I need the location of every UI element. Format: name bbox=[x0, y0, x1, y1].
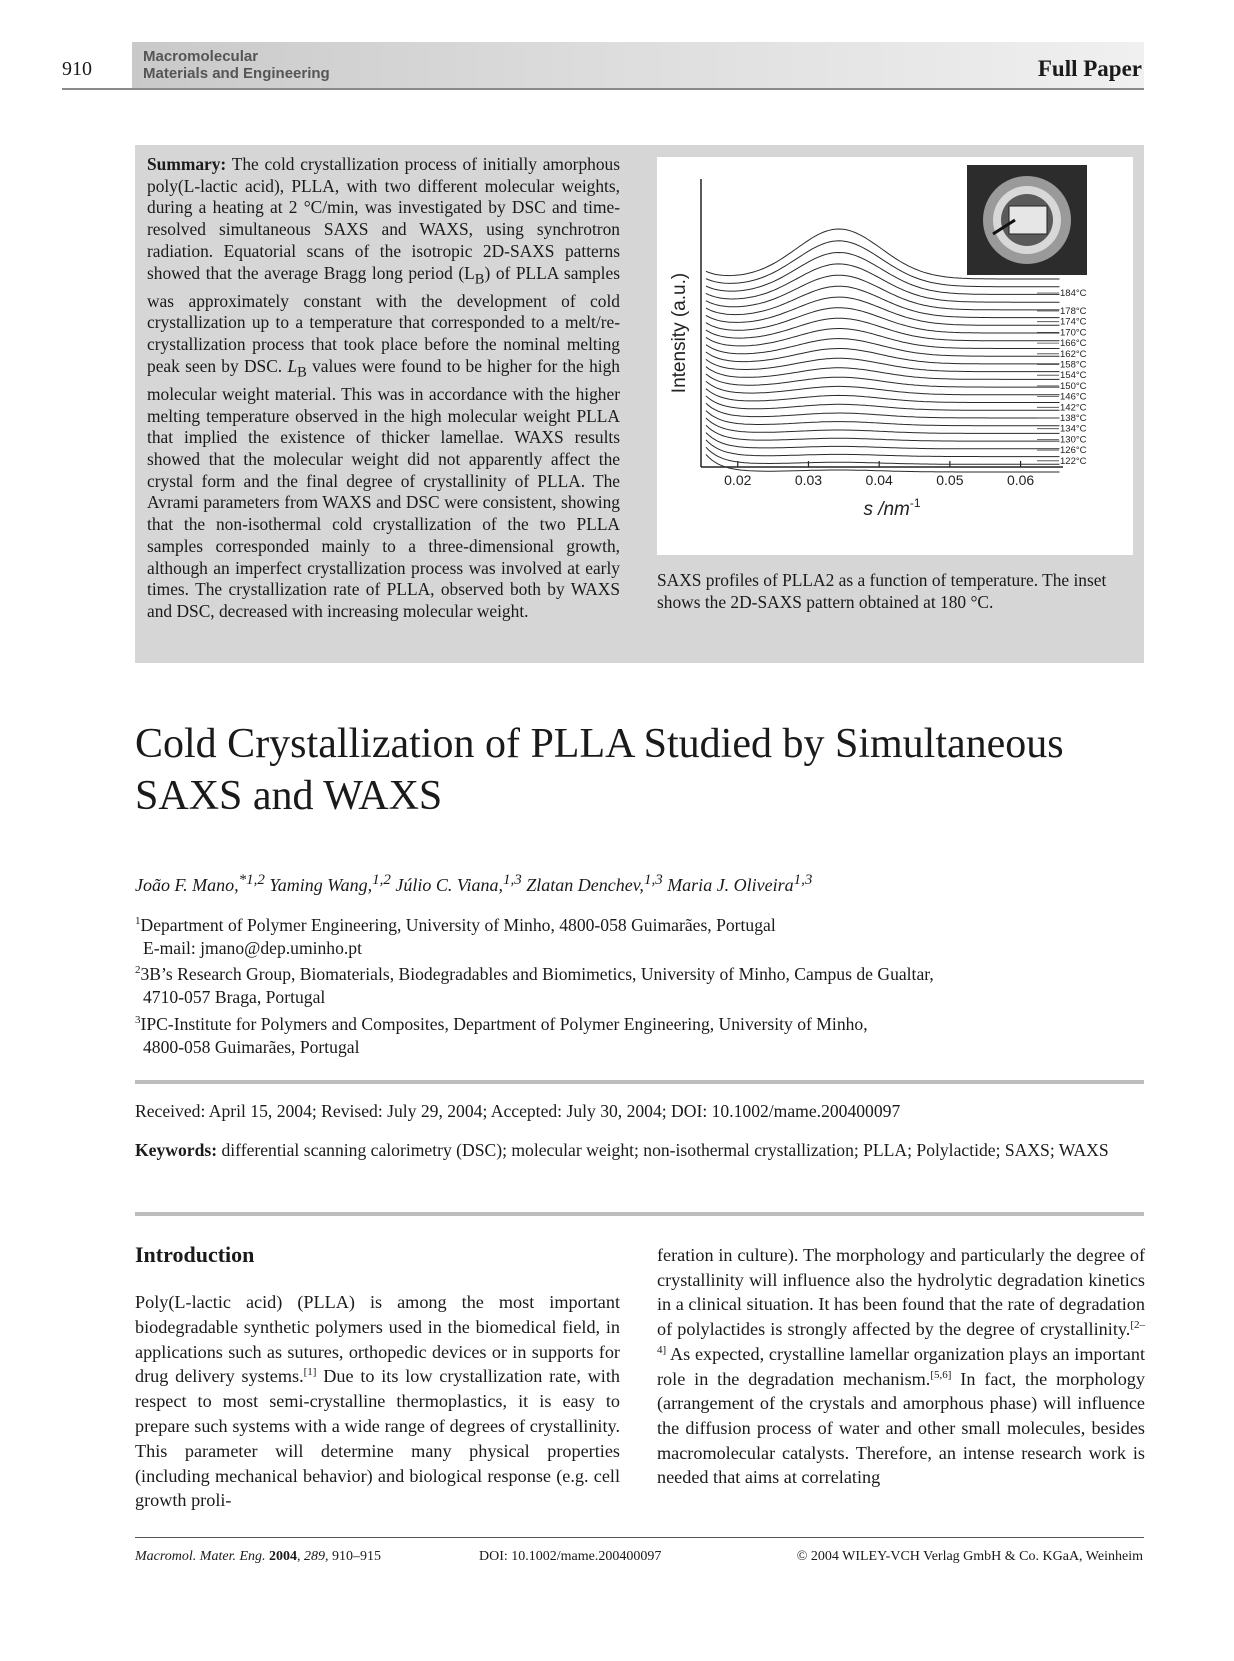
x-tick-label: 0.02 bbox=[724, 472, 752, 488]
summary-sub-b: B bbox=[474, 270, 485, 287]
header-rule bbox=[62, 88, 1144, 90]
footer-doi: DOI: 10.1002/mame.200400097 bbox=[479, 1549, 662, 1564]
affiliation-1: $^1$Department of Polymer Engineering, University of Minho, 4800-058 Guimarães, Portugal bbox=[135, 914, 776, 935]
temperature-label: 126°C bbox=[1060, 445, 1087, 457]
saxs-chart bbox=[657, 157, 1133, 555]
footer-copyright: © 2004 WILEY-VCH Verlag GmbH & Co. KGaA, Weinheim bbox=[796, 1549, 1143, 1564]
summary-lb-symbol: L bbox=[287, 355, 298, 376]
keywords-label: Keywords: bbox=[135, 1140, 218, 1160]
saxs-curve bbox=[706, 275, 1060, 310]
journal-name-line1: Macromolecular bbox=[143, 48, 259, 65]
x-tick-label: 0.04 bbox=[865, 472, 893, 488]
divider-top bbox=[135, 1080, 1144, 1084]
affiliation-1-email: E-mail: jmano@dep.uminho.pt bbox=[143, 937, 362, 958]
x-tick-label: 0.05 bbox=[936, 472, 964, 488]
citation-ref-1[interactable]: [1] bbox=[303, 1366, 317, 1379]
x-tick-label: 0.03 bbox=[794, 472, 823, 488]
summary-label: Summary: bbox=[147, 154, 227, 174]
temperature-label: 162°C bbox=[1060, 348, 1087, 360]
summary-body-3: values were found to be higher for the high molecular weight material. This was in accordance with the higher melting temperature observed in the high molecular weight PLLA that implied the existence of thicker lamellae. WAXS results showed that the molecular weight did not apparently affect the crystal form and the final degree of crystallinity of PLLA. The Avrami parameters from WAXS and DSC were consistent, showing that the non-isothermal cold crystallization of the two PLLA samples corresponded mainly to a three-dimensional growth, although an imperfect crystallization process was involved at early times. The crystallization rate of PLLA, observed both by WAXS and DSC, decreased with increasing molecular weight. bbox=[147, 355, 620, 621]
temperature-label: 122°C bbox=[1060, 455, 1087, 467]
temperature-label: 138°C bbox=[1060, 413, 1087, 424]
figure-caption: SAXS profiles of PLLA2 as a function of temperature. The inset shows the 2D-SAXS pattern obtained at 180 °C. bbox=[657, 570, 1107, 612]
saxs-figure bbox=[657, 157, 1133, 555]
journal-name-line2: Materials and Engineering bbox=[143, 65, 330, 82]
temperature-label: 174°C bbox=[1060, 316, 1087, 328]
temperature-label: 154°C bbox=[1060, 370, 1087, 382]
affiliation-2-line2: 4710-057 Braga, Portugal bbox=[143, 987, 326, 1008]
author-3: Júlio C. Viana,$^{1,3}$ bbox=[395, 872, 522, 895]
author-list bbox=[135, 872, 1145, 896]
saxs-curve bbox=[706, 297, 1060, 325]
intro-column-1: Poly(L-lactic acid) (PLLA) is among the most important biodegradable synthetic polymers used in the biomedical field, in applications such as sutures, orthopedic devices or in supports for drug delivery systems.[1] Due to its low crystallization rate, with respect to most semi-crystalline thermoplastics, it is easy to prepare such systems with a wide range of degrees of crystallinity. This parameter will determine many physical properties (including mechanical behavior) and biological response (e.g. cell growth proli- bbox=[135, 1292, 620, 1511]
saxs-curve bbox=[706, 358, 1060, 371]
saxs-curve bbox=[706, 381, 1060, 394]
summary-body-2: ) of PLLA samples was approximately constant with the development of cold crystallization up to a temperature that corresponded to a melt/re-crystallization process that took place before the nominal melting peak seen by DSC. bbox=[147, 262, 620, 376]
temperature-label: 134°C bbox=[1060, 423, 1087, 435]
affiliation-3-line2: 4800-058 Guimarães, Portugal bbox=[143, 1036, 360, 1057]
saxs-curve bbox=[706, 318, 1060, 341]
affiliations bbox=[135, 910, 1145, 1058]
author-2: Yaming Wang,$^{1,2}$ bbox=[269, 872, 391, 895]
author-5: Maria J. Oliveira$^{1,3}$ bbox=[667, 872, 813, 895]
temperature-label: 146°C bbox=[1060, 391, 1087, 403]
keywords-list: differential scanning calorimetry (DSC); molecular weight; non-isothermal crystallization; PLLA; Polylactide; SAXS; WAXS bbox=[217, 1140, 1109, 1160]
section-label: Full Paper bbox=[1037, 56, 1142, 81]
article-title: Cold Crystallization of PLLA Studied by Simultaneous SAXS and WAXS bbox=[135, 721, 1064, 819]
summary-body-1: The cold crystallization process of initially amorphous poly(L-lactic acid), PLLA, with two different molecular weights, during a heating at 2 °C/min, was investigated by DSC and time-resolved simultaneous SAXS and WAXS, using synchrotron radiation. Equatorial scans of the isotropic 2D-SAXS patterns showed that the average Bragg long period (L bbox=[147, 154, 620, 283]
temperature-label: 166°C bbox=[1060, 338, 1087, 350]
affiliation-2: $^2$3B’s Research Group, Biomaterials, Biodegradables and Biomimetics, University of Minho, Campus de Gualtar, bbox=[135, 964, 934, 985]
author-4: Zlatan Denchev,$^{1,3}$ bbox=[526, 872, 663, 895]
author-1: João F. Mano,$^{*1,2}$ bbox=[135, 872, 265, 895]
temperature-label: 184°C bbox=[1060, 288, 1087, 299]
saxs-curve bbox=[706, 389, 1060, 403]
temperature-label: 142°C bbox=[1060, 402, 1087, 414]
summary-sub-b-2: B bbox=[297, 364, 307, 381]
affiliation-3: $^3$IPC-Institute for Polymers and Composites, Department of Polymer Engineering, University of Minho, bbox=[135, 1013, 868, 1034]
page-number: 910 bbox=[62, 58, 92, 80]
intro-heading: Introduction bbox=[135, 1242, 255, 1267]
intro-column-2: feration in culture). The morphology and particularly the degree of crystallinity will influence also the hydrolytic degradation kinetics in a clinical situation. It has been found that the rate of degradation of polylactides is strongly affected by the degree of crystallinity.[2–4] As expected, crystalline lamellar organization plays an important role in the degradation mechanism.[5,6] In fact, the morphology (arrangement of the crystals and amorphous phase) will influence the diffusion process of water and other small molecules, besides macromolecular catalysts. Therefore, an intense research work is needed that aims at correlating bbox=[657, 1245, 1145, 1488]
summary-text bbox=[147, 154, 620, 623]
citation-ref-2[interactable]: [2–4] bbox=[657, 1319, 1145, 1356]
temperature-label: 130°C bbox=[1060, 434, 1087, 446]
temperature-label: 150°C bbox=[1060, 380, 1087, 392]
y-axis-label: Intensity (a.u.) bbox=[669, 272, 690, 394]
saxs-curve bbox=[706, 374, 1060, 387]
temperature-label: 178°C bbox=[1060, 306, 1087, 317]
keywords bbox=[135, 1139, 1145, 1162]
temperature-label: 158°C bbox=[1060, 359, 1087, 371]
citation-ref-3[interactable]: [5,6] bbox=[930, 1368, 952, 1381]
footer-rule bbox=[135, 1537, 1144, 1538]
x-axis-label: s $/nm^{-1}$ bbox=[863, 496, 921, 520]
x-tick-label: 0.06 bbox=[1006, 472, 1035, 488]
footer-citation: Macromol. Mater. Eng. 2004, 289, 910–915 bbox=[135, 1549, 382, 1564]
received-dates: Received: April 15, 2004; Revised: July 29, 2004; Accepted: July 30, 2004; DOI: 10.1002/mame.200400097 bbox=[135, 1101, 901, 1121]
divider-bottom bbox=[135, 1212, 1144, 1216]
temperature-label: 170°C bbox=[1060, 327, 1087, 339]
